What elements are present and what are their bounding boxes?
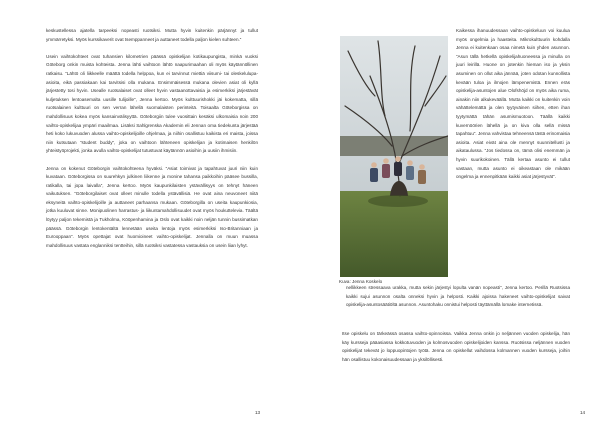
photo-caption: Kuva: Jenna Koskelo	[339, 279, 383, 284]
photo-illustration	[340, 36, 448, 277]
left-page-text	[46, 27, 258, 259]
right-column-top	[456, 27, 570, 190]
paragraph: Usein vaihtokohteet ovat tuhansien kilometrien päässä opiskelijan kotikaupungista, minkä vuoksi Göteborg onkin muista kohteista. Jenna lähti vaihtoon lähtö naapurimaahan oli myös käytännöllinen ratkaisu. “Lähtö oli liikkeelle määttä todella helppoa, kun ei tarvinnut miettiä viisumi- tai oleskelulupa-asioita, eikä passiakaan kai tarvitsisi olla mukana. Ensimmäisessä mukana olevien asiat oli kyllä järjestetty tosi hyvin. Usealle ruotsalaiset ovat olleet hyvin vastaanottavaisia ja esimerkiksi järjestävät kuljetuksen lentoasemalta uusille tulijoille”, Jenna kertoo. Myös kulttuurishokki jäi kokematta, sillä ruotsalainen kulttuuri on sen verran lähellä suomalaisten perinteitä. Toisaalta Göteborgissa on mahdollisuus kokea myös kansainvälisyyttä. Göteborgiin tulee vuosittain kesäksi ulkomaisia noin 200 vaihto-opiskelijaa ympäri maailmaa. Lisäksi Sahlgrenska Akademin eli Jennan oma tiedekunta järjestää heti koko lukuvuoden alussa vaihto-opiskelijoille ohjelmaa, ja niihin osallistuu kaikista eri maista, joissa niin kutsutaan ”student buddy”, joka on vaihtoon lähteneen opiskelijan ja kotimaisen henkilön yhteistyöprojekti, jonka avulla vaihto-opiskelijat tutustuvat käytännön asioihin ja uusiin ihmisiin.	[46, 53, 258, 154]
paragraph: keskustellessa ajatella tarpeeksi nopeasti ruotsiksi. Mutta hyvin kuitenkin pärjännyt ja tullut ymmärretyksi. Myös kurssikaverit ovat tsemppanneet ja auttaneet todella paljon kielen suhteen.”	[46, 28, 258, 42]
photo	[340, 36, 448, 277]
right-column-bottom: Itse opiskelu on tärkeässä osassa vaihto-opinnoissa. Vaikka Jenna onkin jo neljännen vuoden opiskelija, hän käy kursseja pääasiassa kokkotuvuoden ja kolmosvuoden opiskelijoiden kanssa. Ruotsissa neljännen vuoden opiskelijat tekevät jo loppuopintojen työtä. Jenna on opiskellut vaihdossa kolmannen vuoden kursseja, joihin hän osallistuu kokonaisuudessaan ja yksilöllisesti.	[342, 331, 570, 362]
paragraph: Kaikessa ihanuudessaan vaihto-opiskeluun voi kuulua myös ongelmia ja haasteita. Mikrokulttuurin kohdalla Jenna ei kuitenkaan osaa nimetä kuin yhden asunnon. “Asun tällä hetkellä opiskelijahuoneessa ja minulla on juuri leirillä. Huone on jotenkin hieman iso ja yksin asuminen on ollut aika jännää, joten odotan kunnollista kevään tuloa ja ilmojen lämpenemistä. Ennen eräs opiskelija-asuntojen alue Olofshöjd on myös aika ruma, ainakin niin alkukeväällä. Mutta kaikki on kuitenkin voin vähättelemättä ja olen tyytyväinen siihen, etten ihan tyytymättä tähän asumismuotoon. Täällä kaikki kuvernöörien lähellä ja on kiva olla sellä missä tapahtuu”. Jenna vahvistaa tehneensä tästä erinomaisia asioita. Asiat eivät aina ole mennyt suunnitellusti ja aikataulussa. “Jos tiedossa on, tämä olisi enemmän ja hyvin suurikokoinen. Tällä kertaa asunto ei tullut vastaan, mutta asunto ei oikeastaan ole mikään ongelma ja ennenpitkään kaikki asiat järjestyvät”.	[456, 28, 570, 180]
page-number: 13	[255, 410, 261, 415]
page-number: 14	[580, 410, 586, 415]
paragraph: Jenna on kokenut Göteborgin vaihtokohteena hyväksi. “Asiat toimivat ja tapahtuvat juuri niin kuin kuvataan. Göteborgissa on suurehkyn julkinen liikenne ja monine tahansa paikkoihin pääsee bussilla, ratikalla, tai jopa laivalla”, Jenna kertoo. Myös kaupunkilaisten ystävällisyys on tehnyt häneen vaikutuksen. “Göteborgilaiset ovat olleet minulle todella ystävällisiä. He ovat aina neuvoneet niitä eksyneitä vaihto-opiskelijoille ja auttaneet parhaansa mukaan. Göteborgilla on useita kaupunkiosia, jotka kuuluvat sinne. Monipuolinen harrastus- ja liikuntamahdollisuudet ovat myös houkuttelevia. Täältä löytyy paljon tekemistä ja Tukholma, Kööpenhamina ja Oslo ovat kaikki noin neljän tunnin bussimatkan päässä. Göteborgin lentokentältä lennetään useita lentoja myös esimerkiksi Iso-Britanniaan ja Eurooppaan”. Myös opettajat ovat huomioineet vaihto-opiskelijat. Jennalla on muun muassa mahdollisuus vastata englanniksi tentteihin, sillä ruotsiksi vastatessa vastauksia on usein liian lyhyt.	[46, 165, 258, 248]
right-column-mid: nellikkeen stressaava urakka, mutta sekin järjestyi lopulta vanän nopeasti”, Jenna kertoo. Perillä Ruotsissa kaikki sujui asunnon osalta onneksi hyvin ja helposti. Kaikki ajoissa hakeneet vaihto-opiskelijat saivat opiskelija-asuntosäätiöltä asunnon. Asuntohaku onnistui helposti täyttämällä lomake internetissä.	[346, 285, 570, 308]
